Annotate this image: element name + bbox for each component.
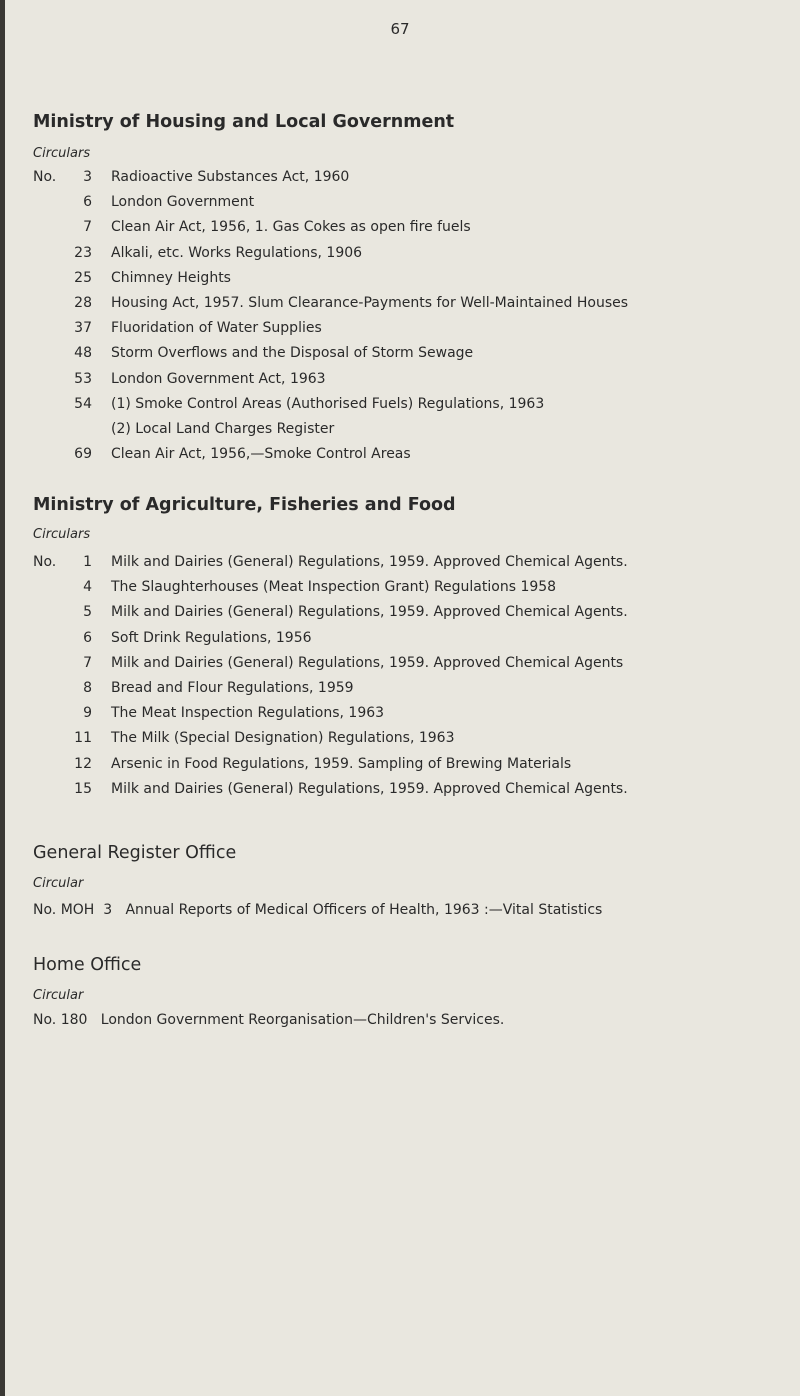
circular-title: Milk and Dairies (General) Regulations, 1959. Approved Chemical Agents. (111, 604, 628, 621)
section-label-agriculture: Circulars (33, 527, 91, 542)
circular-number: 69 (74, 446, 92, 463)
circular-number: 28 (74, 295, 92, 311)
circular-number: 1 (83, 554, 92, 570)
circular-title: Milk and Dairies (General) Regulations, 1959. Approved Chemical Agents. (111, 780, 628, 797)
circular-title: (2) Local Land Charges Register (111, 421, 335, 437)
circular-title: London Government Act, 1963 (111, 370, 326, 387)
circular-number: 5 (83, 604, 92, 621)
circular-number: 12 (74, 755, 92, 772)
circular-title: The Milk (Special Designation) Regulations, 1963 (111, 730, 455, 747)
circular-number: 8 (83, 680, 92, 696)
circular-title: Radioactive Substances Act, 1960 (111, 169, 350, 185)
section-label-housing: Circulars (33, 146, 91, 161)
home-circular-line: No. 180 London Government Reorganisation—Children's Services. (33, 1012, 505, 1028)
circular-title: Clean Air Act, 1956, 1. Gas Cokes as open fire fuels (111, 219, 471, 236)
circular-number: 11 (74, 730, 92, 747)
page-number: 67 (390, 20, 410, 38)
circular-title: Arsenic in Food Regulations, 1959. Sampling of Brewing Materials (111, 755, 572, 772)
circular-title: London Government (111, 194, 255, 211)
circular-number: 37 (74, 320, 92, 337)
circular-number: 25 (74, 269, 92, 286)
section-title-home: Home Office (33, 955, 142, 975)
circular-number: 7 (83, 219, 92, 236)
section-label-home: Circular (33, 988, 84, 1003)
circular-number: 23 (74, 244, 92, 261)
circular-title: Alkali, etc. Works Regulations, 1906 (111, 244, 363, 261)
circular-number: 6 (83, 629, 92, 646)
circular-title: The Slaughterhouses (Meat Inspection Grant) Regulations 1958 (111, 579, 557, 596)
circular-title: Milk and Dairies (General) Regulations, 1959. Approved Chemical Agents. (111, 554, 628, 570)
circular-number: 4 (83, 579, 92, 596)
circular-number: 9 (83, 705, 92, 722)
circular-number: 6 (83, 194, 92, 211)
circular-number: 7 (83, 654, 92, 671)
circular-title: The Meat Inspection Regulations, 1963 (111, 705, 385, 722)
circular-number-prefix: No. (33, 169, 57, 185)
register-circular-line: No. MOH 3 Annual Reports of Medical Officers of Health, 1963 :—Vital Statistics (33, 902, 603, 918)
circular-number: 53 (74, 370, 92, 387)
circular-title: Soft Drink Regulations, 1956 (111, 629, 312, 646)
circular-number: 48 (74, 345, 92, 362)
circular-title: Bread and Flour Regulations, 1959 (111, 680, 354, 696)
section-title-register: General Register Office (33, 843, 237, 863)
circular-title: (1) Smoke Control Areas (Authorised Fuels) Regulations, 1963 (111, 395, 545, 412)
section-label-register: Circular (33, 876, 84, 891)
circular-title: Housing Act, 1957. Slum Clearance-Payments for Well-Maintained Houses (111, 295, 629, 311)
circular-title: Clean Air Act, 1956,—Smoke Control Areas (111, 446, 411, 463)
section-title-housing: Ministry of Housing and Local Government (33, 112, 455, 132)
circular-number: 3 (83, 169, 92, 185)
circular-number: 15 (74, 780, 92, 797)
section-title-agriculture: Ministry of Agriculture, Fisheries and Food (33, 495, 456, 515)
circular-title: Milk and Dairies (General) Regulations, 1959. Approved Chemical Agents (111, 654, 624, 671)
circular-title: Chimney Heights (111, 269, 231, 286)
page-binding-edge (0, 0, 5, 1396)
circular-title: Storm Overflows and the Disposal of Storm Sewage (111, 345, 474, 362)
circular-title: Fluoridation of Water Supplies (111, 320, 322, 337)
circular-number-prefix: No. (33, 554, 57, 570)
circular-number: 54 (74, 395, 92, 412)
